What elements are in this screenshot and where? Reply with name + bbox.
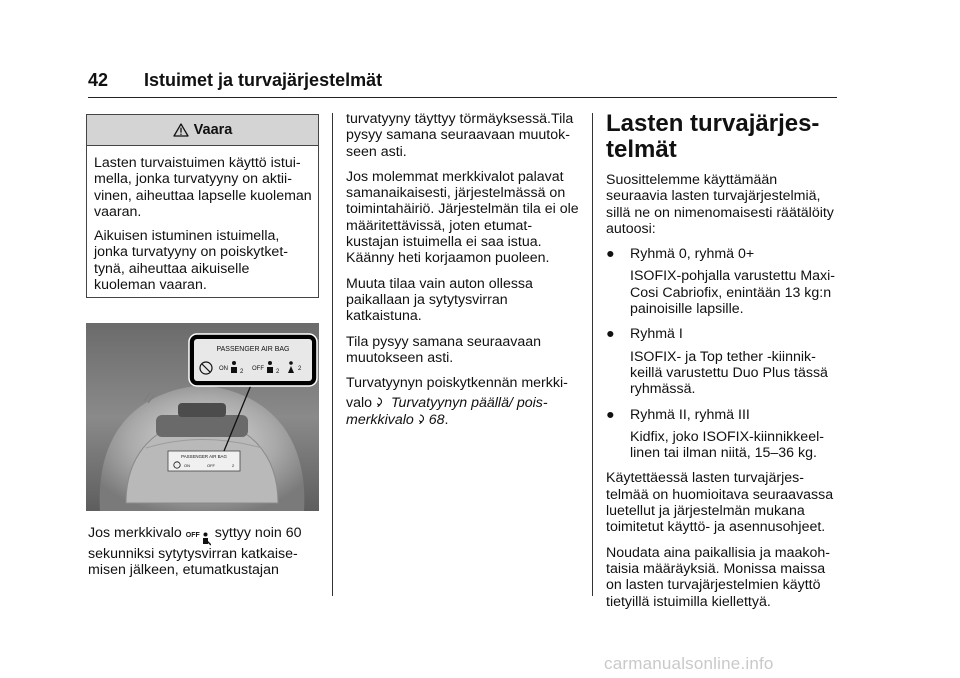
ref-page[interactable]: 68 <box>428 411 445 428</box>
overhead-console-illustration <box>86 323 319 511</box>
bullet-icon: ● <box>606 406 615 423</box>
regulations-paragraph: Noudata aina paikallisia ja maakoh- taisia määräyksiä. Monissa maissa on lasten turvajärjestelmien käyttö tietyillä istuimilla kiellettyä. <box>606 544 830 610</box>
col2-paragraph-2: Jos molemmat merkkivalot palavat samanaikaisesti, järjestelmässä on toimintahäiriö. Järjestelmän tila ei ole määritettävissä, joten etumat- kustajan istuimella ei saa istua. Käänny heti korjaamon puoleen. <box>346 168 579 267</box>
small-panel-label: PASSENGER AIR BAG <box>181 454 227 459</box>
instructions-paragraph: Käytettäessä lasten turvajärjes- telmää on huomioitava seuraavassa luetellut ja järjestelmän mukana toimitetut käyttö- ja asennusohjeet. <box>606 470 834 536</box>
ref-end: . <box>444 411 449 428</box>
small-off-label: OFF <box>207 463 215 468</box>
watermark: carmanualsonline.info <box>604 654 774 673</box>
list-item-detail: Kidfix, joko ISOFIX-kiinnikkeel- linen tai ilman niitä, 15–36 kg. <box>630 428 824 462</box>
warning-paragraph-1: Lasten turvaistuimen käyttö istui- mella, jonka turvatyyny on aktii- vinen, aiheuttaa lapselle kuoleman vaaran. <box>94 155 312 220</box>
column-3-text <box>606 111 841 619</box>
warning-box <box>86 114 319 298</box>
page-ref-arrow-icon <box>419 413 428 424</box>
list-item-detail: ISOFIX- ja Top tether -kiinnik- keillä varustettu Duo Plus tässä ryhmässä. <box>630 348 828 398</box>
column-1-text <box>88 525 324 588</box>
small-on-label: ON <box>184 463 190 468</box>
callout-digit-warning: 2 <box>298 366 302 372</box>
list-item-title: Ryhmä I <box>630 326 683 343</box>
col2-paragraph-1: turvatyyny täyttyy törmäyksessä.Tila pysyy samana seuraavaan muutok- seen asti. <box>346 111 574 160</box>
callout-digit-on: 2 <box>240 369 244 375</box>
text-after-icon: syttyy noin 60 sekunniksi sytytysvirran katkaise- misen jälkeen, etumatkustajan <box>88 525 302 579</box>
column-divider-1 <box>332 113 333 596</box>
callout-label: PASSENGER AIR BAG <box>216 346 290 353</box>
col2-paragraph-3: Muuta tilaa vain auton ollessa paikallaan ja sytytysvirran katkaistuna. <box>346 275 533 325</box>
column-divider-2 <box>592 113 593 596</box>
list-item <box>606 326 841 342</box>
bullet-icon: ● <box>606 326 615 343</box>
warning-paragraph-2: Aikuisen istuminen istuimella, jonka turvatyyny on poiskytket- tynä, aiheuttaa aikuiselle kuoleman vaaran. <box>94 228 288 294</box>
page-number: 42 <box>88 70 109 90</box>
col2-paragraph-5 <box>346 375 581 391</box>
callout-digit-off: 2 <box>276 369 280 375</box>
callout-on-label: ON <box>219 366 228 372</box>
list-item-title: Ryhmä II, ryhmä III <box>630 406 750 423</box>
icon-off-text: OFF <box>185 532 200 539</box>
section-heading: Lasten turvajärjes- telmät <box>606 110 820 163</box>
text-before-icon: Jos merkkivalo <box>88 525 182 541</box>
col2-p5-text: Turvatyynyn poiskytkennän merkki- <box>346 375 568 392</box>
list-item <box>606 407 841 423</box>
warning-triangle-icon <box>173 123 189 137</box>
warning-header <box>87 115 318 146</box>
list-item <box>606 246 841 262</box>
list-item-detail: ISOFIX-pohjalla varustettu Maxi-Cosi Cabriofix, enintään 13 kg:n painoisille lapsille. <box>630 268 836 318</box>
header-rule <box>88 97 837 98</box>
col2-paragraph-4: Tila pysyy samana seuraavaan muutokseen asti. <box>346 333 542 366</box>
list-item-title: Ryhmä 0, ryhmä 0+ <box>630 246 755 263</box>
intro-paragraph: Suosittelemme käyttämään seuraavia lasten turvajärjestelmiä, sillä ne on nimenomaisesti räätälöity autoosi: <box>606 172 834 237</box>
warning-title: Vaara <box>193 122 233 138</box>
column-2-text <box>346 111 581 437</box>
cross-reference[interactable] <box>346 395 581 428</box>
section-title: Istuimet ja turvajärjestelmät <box>144 70 383 90</box>
ref-title[interactable]: Turvatyynyn päällä/ pois-merkkivalo <box>346 395 548 428</box>
page-header <box>88 70 382 91</box>
ref-prefix: valo <box>346 395 373 412</box>
small-digit: 2 <box>232 463 235 468</box>
bullet-icon: ● <box>606 246 615 263</box>
airbag-indicator-figure <box>86 323 319 511</box>
callout-off-label: OFF <box>252 366 264 372</box>
passenger-airbag-off-icon <box>186 532 211 546</box>
reference-arrow-icon <box>377 396 386 407</box>
indicator-paragraph <box>88 525 324 579</box>
